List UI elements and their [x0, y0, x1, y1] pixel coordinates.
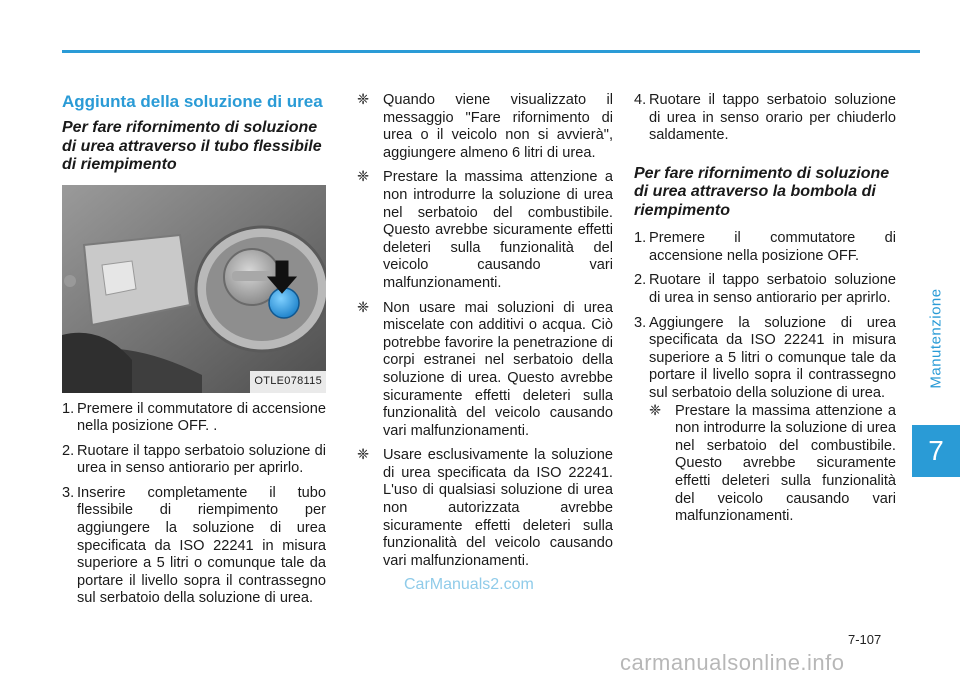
list-item: 4. Ruotare il tappo serbatoio soluzione di urea in senso orario per chiuderlo saldamente.	[634, 92, 896, 144]
list-item: 1. Premere il commutatore di accensione nella posizione OFF.	[634, 230, 896, 264]
note-symbol-icon: ❈	[357, 92, 370, 108]
watermark-footer: carmanualsonline.info	[620, 650, 845, 675]
watermark-overlay: CarManuals2.com	[404, 576, 534, 593]
note-symbol-icon: ❈	[649, 402, 662, 419]
list-item: 3. Aggiungere la soluzione di urea specificata da ISO 22241 in misura superiore a 5 litri o comunque tale da portare il livello sopra il contrassegno sul serbatoio della soluzione di urea. ❈ Prestare la massima attenzione a non introdurre la soluzione di urea nel serbatoio del combustibile. Questo avrebbe sicuramente effetti deleteri sulla funzionalità del veicolo causando vari malfunzionamenti.	[634, 314, 896, 525]
note-item: ❈ Usare esclusivamente la soluzione di urea specificata da ISO 22241. L'uso di qualsiasi soluzione di urea non autorizzata avrebbe sicuramente effetti deleteri sulla funzionalità del veicolo causando vari malfunzionamenti.	[357, 447, 613, 569]
page-number: 7-107	[848, 632, 882, 647]
bottle-warning-note	[649, 403, 896, 526]
section-heading: Aggiunta della soluzione di urea	[62, 92, 323, 111]
list-item: 2. Ruotare il tappo serbatoio soluzione di urea in senso antiorario per aprirlo.	[62, 442, 326, 477]
subsection-heading-hose: Per fare rifornimento di soluzione di urea attraverso il tubo flessibile di riempimento	[62, 119, 322, 173]
hose-steps	[62, 401, 326, 609]
note-item: ❈ Prestare la massima attenzione a non introdurre la soluzione di urea nel serbatoio del combustibile. Questo avrebbe sicuramente effetti deleteri sulla funzionalità del veicolo causando vari malfunzionamenti.	[649, 402, 896, 525]
list-item: 2. Ruotare il tappo serbatoio soluzione di urea in senso antiorario per aprirlo.	[634, 272, 896, 307]
column-middle	[357, 92, 613, 577]
note-item: ❈ Non usare mai soluzioni di urea miscelate con additivi o acqua. Ciò potrebbe favorire la penetrazione di corpi estranei nel serbatoio della soluzione di urea. Questo avrebbe sicuramente effetti deleteri sulla funzionalità del veicolo causando vari malfunzionamenti.	[357, 299, 613, 439]
list-item: 1. Premere il commutatore di accensione nella posizione OFF. .	[62, 400, 327, 435]
top-rule	[62, 50, 920, 53]
subsection-heading-bottle: Per fare rifornimento di soluzione di urea attraverso la bombola di riempimento	[634, 164, 890, 219]
column-left	[62, 92, 326, 615]
note-item: ❈ Quando viene visualizzato il messaggio "Fare rifornimento di urea o il veicolo non si avvierà", aggiungere almeno 6 litri di urea.	[357, 92, 613, 161]
hose-steps-continued	[634, 92, 896, 145]
bottle-steps	[634, 230, 896, 526]
warning-notes	[357, 92, 613, 570]
list-item: 3. Inserire completamente il tubo flessibile di riempimento per aggiungere la soluzione di urea specificata da ISO 22241 in misura superiore a 5 litri o comunque tale da portare il livello sopra il contrassegno sul serbatoio della soluzione di urea.	[62, 484, 326, 607]
photo-code: OTLE078115	[250, 371, 326, 393]
note-symbol-icon: ❈	[357, 299, 370, 316]
urea-filler-photo	[62, 185, 326, 393]
chapter-tab: 7	[912, 425, 960, 477]
note-item: ❈ Prestare la massima attenzione a non introdurre la soluzione di urea nel serbatoio del combustibile. Questo avrebbe sicuramente effetti deleteri sulla funzionalità del veicolo causando vari malfunzionamenti.	[357, 169, 613, 291]
chapter-side-label: Manutenzione	[927, 288, 945, 389]
note-symbol-icon: ❈	[357, 447, 370, 464]
note-symbol-icon: ❈	[357, 169, 370, 186]
column-right	[634, 92, 896, 533]
